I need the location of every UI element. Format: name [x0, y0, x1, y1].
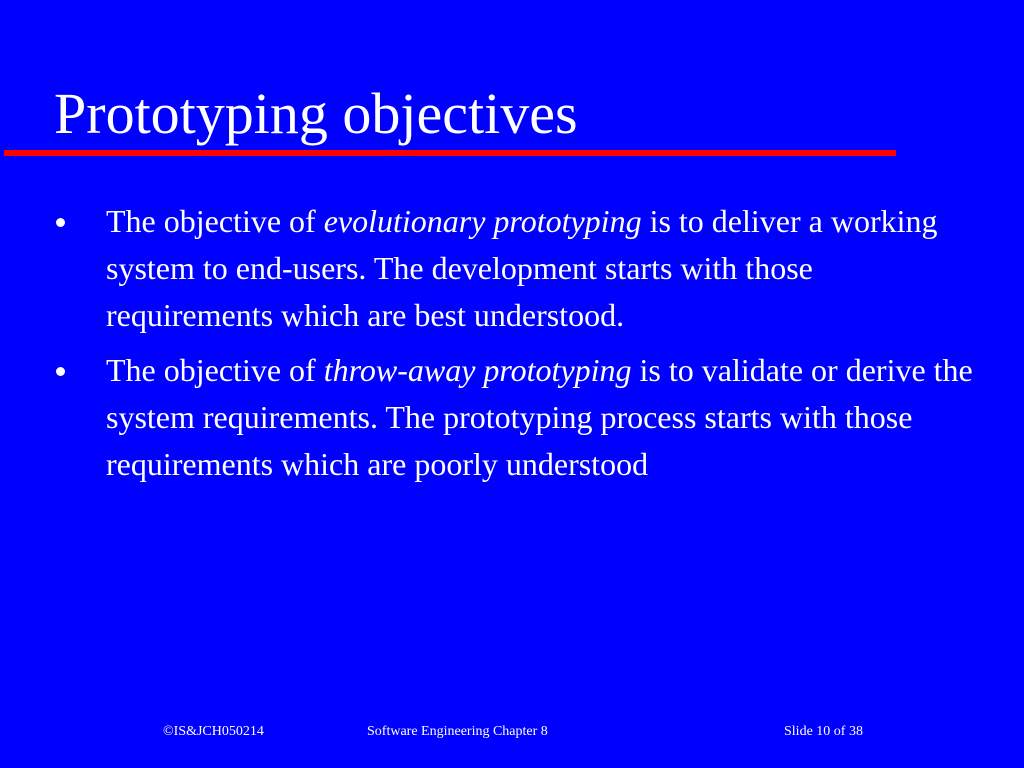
- bullet-text-before: The objective of: [106, 203, 324, 239]
- footer-slide-number: Slide 10 of 38: [784, 724, 863, 739]
- footer-course: Software Engineering Chapter 8: [367, 724, 548, 739]
- bullet-item-throw-away: [56, 347, 976, 488]
- bullet-emphasis: evolutionary prototyping: [323, 203, 642, 239]
- bullet-list: [56, 198, 976, 496]
- footer-copyright: ©IS&JCH050214: [163, 724, 264, 739]
- bullet-text: [106, 203, 938, 333]
- bullet-dot-icon: [56, 218, 65, 227]
- bullet-text-after: is to deliver a working system to end-users. The development starts with those requirements which are best understood.: [106, 203, 938, 333]
- slide-title: Prototyping objectives: [54, 81, 578, 146]
- bullet-emphasis: throw-away prototyping: [323, 352, 632, 388]
- bullet-text: [106, 352, 973, 482]
- bullet-text-after: is to validate or derive the system requirements. The prototyping process starts with those requirements which are poorly understood: [106, 352, 973, 482]
- bullet-item-evolutionary: [56, 198, 976, 339]
- bullet-text-before: The objective of: [106, 352, 324, 388]
- title-underline: [4, 150, 896, 156]
- bullet-dot-icon: [56, 367, 65, 376]
